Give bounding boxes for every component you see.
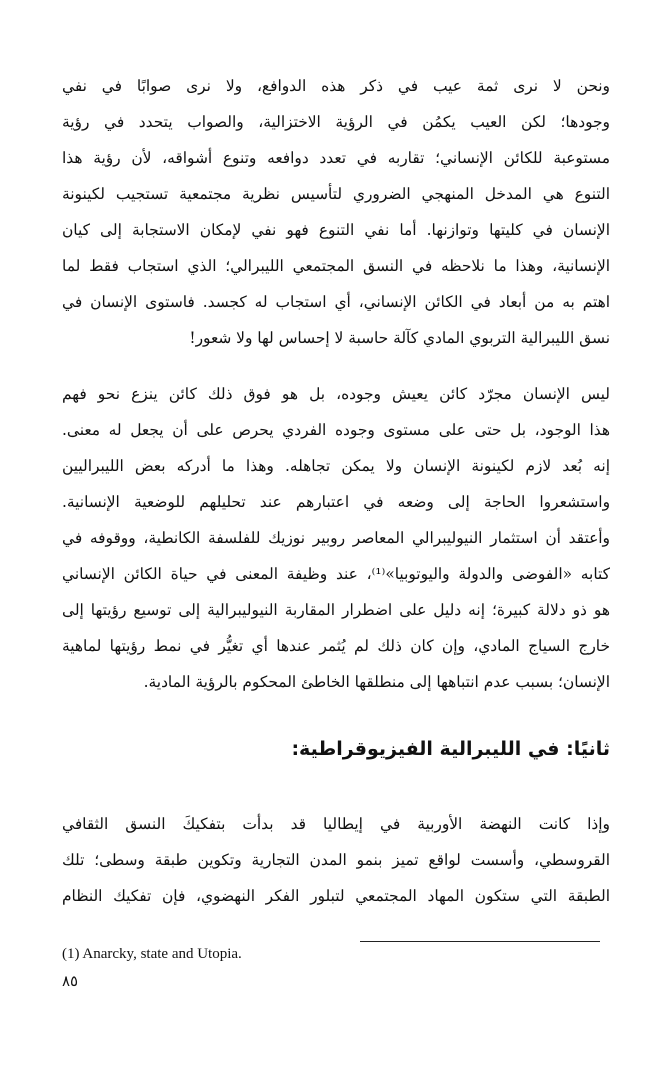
- text-line: القروسطي، وأسست لواقع تميز بنمو المدن التجارية وتكوين طبقة وسطى؛ تلك: [62, 851, 610, 869]
- text-line: الإنسان في كليتها وتوازنها. أما نفي التنوع فهو نفي لإمكان الاستجابة إلى كيان: [62, 221, 610, 239]
- footnote-divider: [360, 941, 600, 942]
- page-number: ٨٥: [62, 972, 79, 990]
- text-line: كتابه «الفوضى والدولة واليوتوبيا»⁽¹⁾، عند وظيفة المعنى في حياة الكائن الإنساني: [62, 565, 610, 583]
- text-line: الإنسانية، وهذا ما نلاحظه في النسق المجتمعي الليبرالي؛ الذي استجاب فقط لما: [62, 257, 610, 275]
- paragraph-3: [62, 806, 610, 914]
- text-line: اهتم به من أبعاد في الكائن الإنساني، أي استجاب له كجسد. فاستوى الإنسان في: [62, 293, 610, 311]
- paragraph-1: [62, 68, 610, 356]
- text-line: خارج السياج المادي، وإن كان ذلك لم يُثمر عندها أي تغيُّر في نمط رؤيتها لماهية: [62, 637, 610, 655]
- text-line: ليس الإنسان مجرّد كائن يعيش وجوده، بل هو فوق ذلك كائن ينزع نحو فهم: [62, 385, 610, 403]
- text-line: وأعتقد أن استثمار النيوليبرالي المعاصر روبير نوزيك للفلسفة الكانطية، ووقوفه في: [62, 529, 610, 547]
- text-line: الطبقة التي ستكون المهاد المجتمعي لتبلور الفكر النهضوي، فإن تفكيك النظام: [62, 887, 610, 905]
- footnote: (1) Anarcky, state and Utopia.: [62, 946, 242, 962]
- text-line: نسق الليبرالية التربوي المادي كآلة حاسبة لا إحساس لها ولا شعور!: [189, 329, 610, 347]
- text-line: التنوع هي المدخل المنهجي الضروري لتأسيس نظرية مجتمعية تستجيب لكينونة: [62, 185, 610, 203]
- text-line: ونحن لا نرى ثمة عيب في ذكر هذه الدوافع، ولا نرى صوابًا في نفي: [62, 77, 610, 95]
- text-line: وإذا كانت النهضة الأوربية في إيطاليا قد بدأت بتفكيكَ النسق الثقافي: [62, 815, 610, 833]
- text-line: الإنسان؛ بسبب عدم انتباهها إلى منطلقها الخاطئ المحكوم بالرؤية المادية.: [143, 673, 610, 691]
- paragraph-2: [62, 376, 610, 700]
- section-heading: ثانيًا: في الليبرالية الفيزيوقراطية:: [291, 738, 610, 760]
- text-line: هو ذو دلالة كبيرة؛ إنه دليل على اضطرار المقاربة النيوليبرالية إلى توسيع رؤيتها إلى: [62, 601, 610, 619]
- text-line: إنه بُعد لازم لكينونة الإنسان ولا يمكن تجاهله. وهذا ما أدركه بعض الليبراليين: [62, 457, 610, 475]
- text-line: مستوعبة للكائن الإنساني؛ تقاربه في تعدد دوافعه وتنوع أشواقه، لأن رؤية هذا: [62, 149, 610, 167]
- text-line: هذا الوجود، بل حتى على مستوى وجوده الفردي يحرص على أن يجعل له معنى.: [62, 421, 610, 439]
- text-line: واستشعروا الحاجة إلى وضعه في اعتبارهم عند تحليلهم للوضعية الإنسانية.: [62, 493, 610, 511]
- text-line: وجودها؛ لكن العيب يكمُن في الرؤية الاختزالية، والصواب يتحدد في رؤية: [62, 113, 610, 131]
